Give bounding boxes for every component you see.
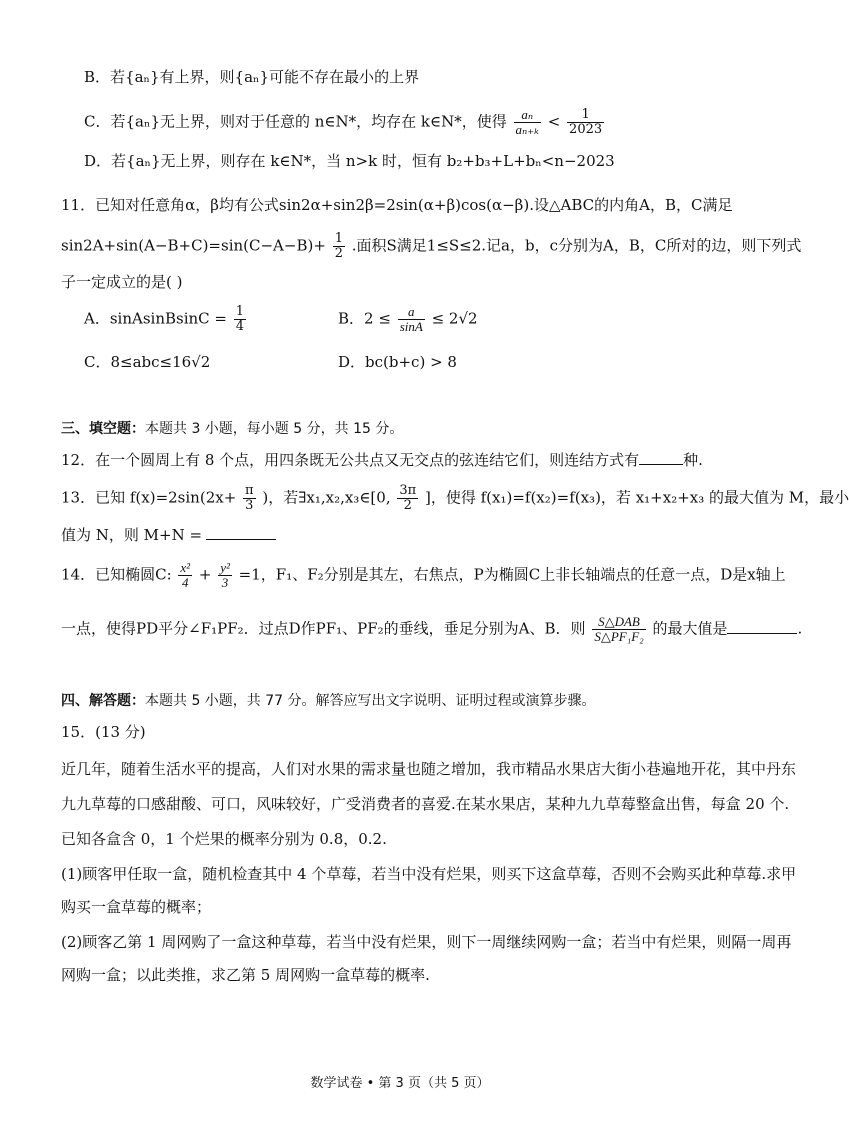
q15-paragraph-line-3: 已知各盒含 0，1 个烂果的概率分别为 0.8，0.2. bbox=[61, 830, 387, 848]
q11-option-b-post: ≤ 2√2 bbox=[431, 309, 478, 328]
q15-paragraph-line-2: 九九草莓的口感甜酸、可口，风味较好，广受消费者的喜爱.在某水果店，某种九九草莓整盒出售，每盒 20 个. bbox=[61, 795, 790, 813]
q14-line-1 bbox=[61, 561, 786, 590]
q11-option-a-text: A．sinAsinBsinC = bbox=[84, 309, 227, 328]
q14-line-2-post: 的最大值是 bbox=[652, 619, 728, 638]
q10-option-d: D．若{aₙ}无上界，则存在 k∈N*，当 n>k 时，恒有 b₂+b₃+L+bₙ<n−2023 bbox=[84, 152, 615, 170]
fraction-numerator: 1 bbox=[334, 231, 343, 246]
q11-option-b bbox=[338, 305, 478, 334]
fraction-numerator: x² bbox=[180, 560, 191, 575]
fraction-numerator: y² bbox=[220, 560, 230, 575]
q13-answer-blank bbox=[206, 525, 276, 540]
q13-pi-fraction bbox=[243, 484, 256, 513]
q14-pre: 14．已知椭圆C: bbox=[61, 565, 172, 584]
q11-line-2 bbox=[61, 232, 801, 261]
fraction-denominator: 2023 bbox=[569, 122, 603, 137]
q10-option-c-rhs-fraction bbox=[567, 108, 604, 137]
q14-line-2-pre: 一点，使得PD平分∠F₁PF₂．过点D作PF₁、PF₂的垂线，垂足分别为A、B．则 bbox=[61, 619, 586, 638]
q13-line-2-text: 值为 N，则 M+N = bbox=[61, 526, 203, 544]
q15-part-1-line-2: 购买一盒草莓的概率； bbox=[61, 898, 212, 916]
fraction-denominator: 3 bbox=[245, 498, 254, 513]
q13-interval-fraction bbox=[397, 484, 418, 513]
q14-plus: + bbox=[198, 565, 212, 584]
fraction-numerator: aₙ bbox=[514, 108, 541, 123]
fraction-numerator: a bbox=[398, 305, 425, 320]
q14-answer-blank bbox=[727, 619, 797, 634]
fraction-denominator: sinA bbox=[399, 319, 423, 334]
section-4-title: 四、解答题： bbox=[61, 693, 145, 709]
q11-half-fraction bbox=[333, 232, 345, 261]
q10-option-c-fraction bbox=[514, 108, 541, 137]
q15-part-1-line-1: (1)顾客甲任取一盒，随机检查其中 4 个草莓，若当中没有烂果，则买下这盒草莓，否则不会购买此种草莓.求甲 bbox=[61, 865, 797, 883]
q11-line-2-pre: sin2A+sin(A−B+C)=sin(C−A−B)+ bbox=[61, 236, 326, 255]
fraction-numerator: 3π bbox=[399, 483, 417, 498]
q12-suffix: 种. bbox=[683, 451, 703, 469]
q11-line-1: 11．已知对任意角α，β均有公式sin2α+sin2β=2sin(α+β)cos(α−β).设△ABC的内角A，B，C满足 bbox=[61, 196, 733, 214]
q11-option-b-pre: B．2 ≤ bbox=[338, 309, 391, 328]
q11-option-d: D．bc(b+c) > 8 bbox=[338, 353, 457, 371]
q14-line-2 bbox=[61, 615, 802, 644]
q13-pre: 13．已知 f(x)=2sin(2x+ bbox=[61, 488, 237, 507]
q10-option-c-lt: < bbox=[547, 112, 561, 131]
q12-answer-blank bbox=[639, 450, 683, 465]
q14-area-ratio-fraction bbox=[592, 615, 645, 644]
q14-post: =1，F₁、F₂分别是其左，右焦点，P为椭圆C上非长轴端点的任意一点，D是x轴上 bbox=[238, 565, 786, 584]
q15-paragraph-line-1: 近几年，随着生活水平的提高，人们对水果的需求量也随之增加，我市精品水果店大街小巷遍地开花，其中丹东 bbox=[61, 760, 797, 778]
fraction-denominator: aₙ₊ₖ bbox=[515, 122, 539, 137]
q12-text: 12．在一个圆周上有 8 个点，用四条既无公共点又无交点的弦连结它们，则连结方式有 bbox=[61, 451, 640, 469]
q13-post: ]，使得 f(x₁)=f(x₂)=f(x₃)，若 x₁+x₂+x₃ 的最大值为 M，最小 bbox=[424, 488, 849, 507]
section-4-heading bbox=[61, 690, 596, 712]
q11-line-2-post: .面积S满足1≤S≤2.记a，b，c分别为A，B，C所对的边，则下列式 bbox=[351, 236, 802, 255]
q10-option-c-text: C．若{aₙ}无上界，则对于任意的 n∈N*，均存在 k∈N*，使得 bbox=[84, 112, 507, 131]
fraction-denominator: 2 bbox=[403, 498, 412, 513]
q11-option-a-fraction bbox=[234, 305, 246, 334]
fraction-denominator: 2 bbox=[334, 246, 343, 261]
section-4-description: 本题共 5 小题，共 77 分。解答应写出文字说明、证明过程或演算步骤。 bbox=[145, 693, 596, 709]
q15-part-2-line-2: 网购一盒；以此类推，求乙第 5 周网购一盒草莓的概率. bbox=[61, 966, 430, 984]
q11-option-c: C．8≤abc≤16√2 bbox=[84, 353, 211, 371]
q11-line-3: 子一定成立的是( ) bbox=[61, 273, 183, 291]
page-footer: 数学试卷 • 第 3 页（共 5 页） bbox=[310, 1076, 490, 1091]
fraction-numerator: 1 bbox=[567, 108, 604, 123]
section-3-title: 三、填空题： bbox=[61, 421, 145, 437]
q14-x-fraction bbox=[178, 561, 192, 590]
q10-option-c bbox=[84, 108, 606, 137]
q14-end: . bbox=[797, 619, 803, 638]
q15-heading: 15．(13 分) bbox=[61, 723, 146, 741]
q12 bbox=[61, 449, 703, 471]
q14-y-fraction bbox=[218, 561, 232, 590]
fraction-denominator: 4 bbox=[181, 575, 189, 590]
q11-option-a bbox=[84, 305, 248, 334]
section-3-heading bbox=[61, 418, 403, 440]
fraction-denominator: 3 bbox=[221, 575, 229, 590]
q10-option-b: B．若{aₙ}有上界，则{aₙ}可能不存在最小的上界 bbox=[84, 68, 420, 86]
fraction-numerator: S△DAB bbox=[592, 615, 645, 630]
q13-line-2 bbox=[61, 524, 276, 546]
q15-part-2-line-1: (2)顾客乙第 1 周网购了一盒这种草莓，若当中没有烂果，则下一周继续网购一盒；若当中有烂果，则隔一周再 bbox=[61, 933, 792, 951]
q13-line-1 bbox=[61, 484, 849, 513]
q11-option-b-fraction bbox=[398, 305, 425, 334]
fraction-numerator: π bbox=[245, 483, 254, 498]
fraction-denominator: 4 bbox=[235, 319, 245, 334]
section-3-description: 本题共 3 小题，每小题 5 分，共 15 分。 bbox=[145, 421, 404, 437]
q13-mid: )，若∃x₁,x₂,x₃∈[0, bbox=[262, 488, 391, 507]
fraction-denominator: S△PF₁F₂ bbox=[594, 629, 644, 644]
fraction-numerator: 1 bbox=[235, 304, 245, 319]
